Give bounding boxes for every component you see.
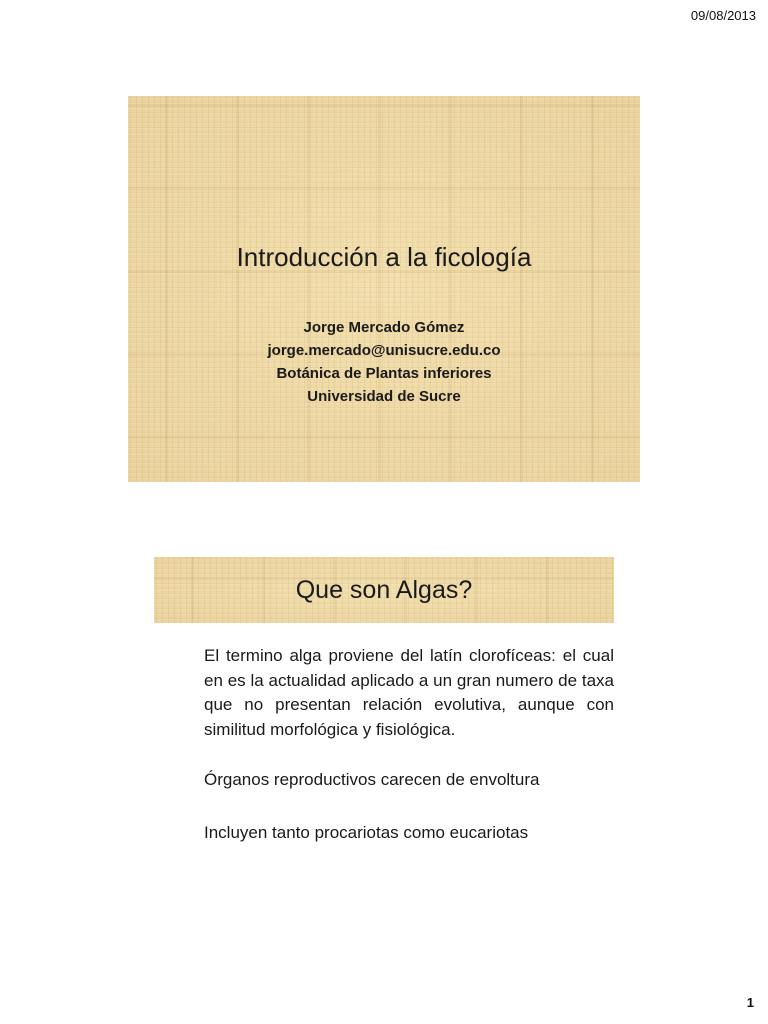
author-email: jorge.mercado@unisucre.edu.co bbox=[267, 342, 501, 359]
slide-title: Introducción a la ficología bbox=[236, 242, 532, 272]
page-date: 09/08/2013 bbox=[690, 8, 756, 23]
slide2-title-banner bbox=[154, 557, 614, 623]
point-reproductive-organs: Órganos reproductivos carecen de envoltura bbox=[204, 770, 540, 789]
slide2-title: Que son Algas? bbox=[295, 575, 473, 604]
slide2-body bbox=[204, 644, 614, 873]
course-name: Botánica de Plantas inferiores bbox=[276, 365, 492, 382]
author-name: Jorge Mercado Gómez bbox=[303, 319, 465, 336]
title-slide bbox=[128, 96, 640, 482]
university-name: Universidad de Sucre bbox=[307, 388, 461, 405]
page-number: 1 bbox=[746, 995, 754, 1010]
point-prokaryotes-eukaryotes: Incluyen tanto procariotas como eucariotas bbox=[204, 822, 529, 842]
definition-paragraph: El termino alga proviene del latín clorofíceas: el cual en es la actualidad aplicado a un gran numero de taxa que no presentan relación evolutiva, aunque con similitud morfológica y fisiológica. bbox=[204, 646, 614, 739]
author-info bbox=[128, 316, 640, 408]
